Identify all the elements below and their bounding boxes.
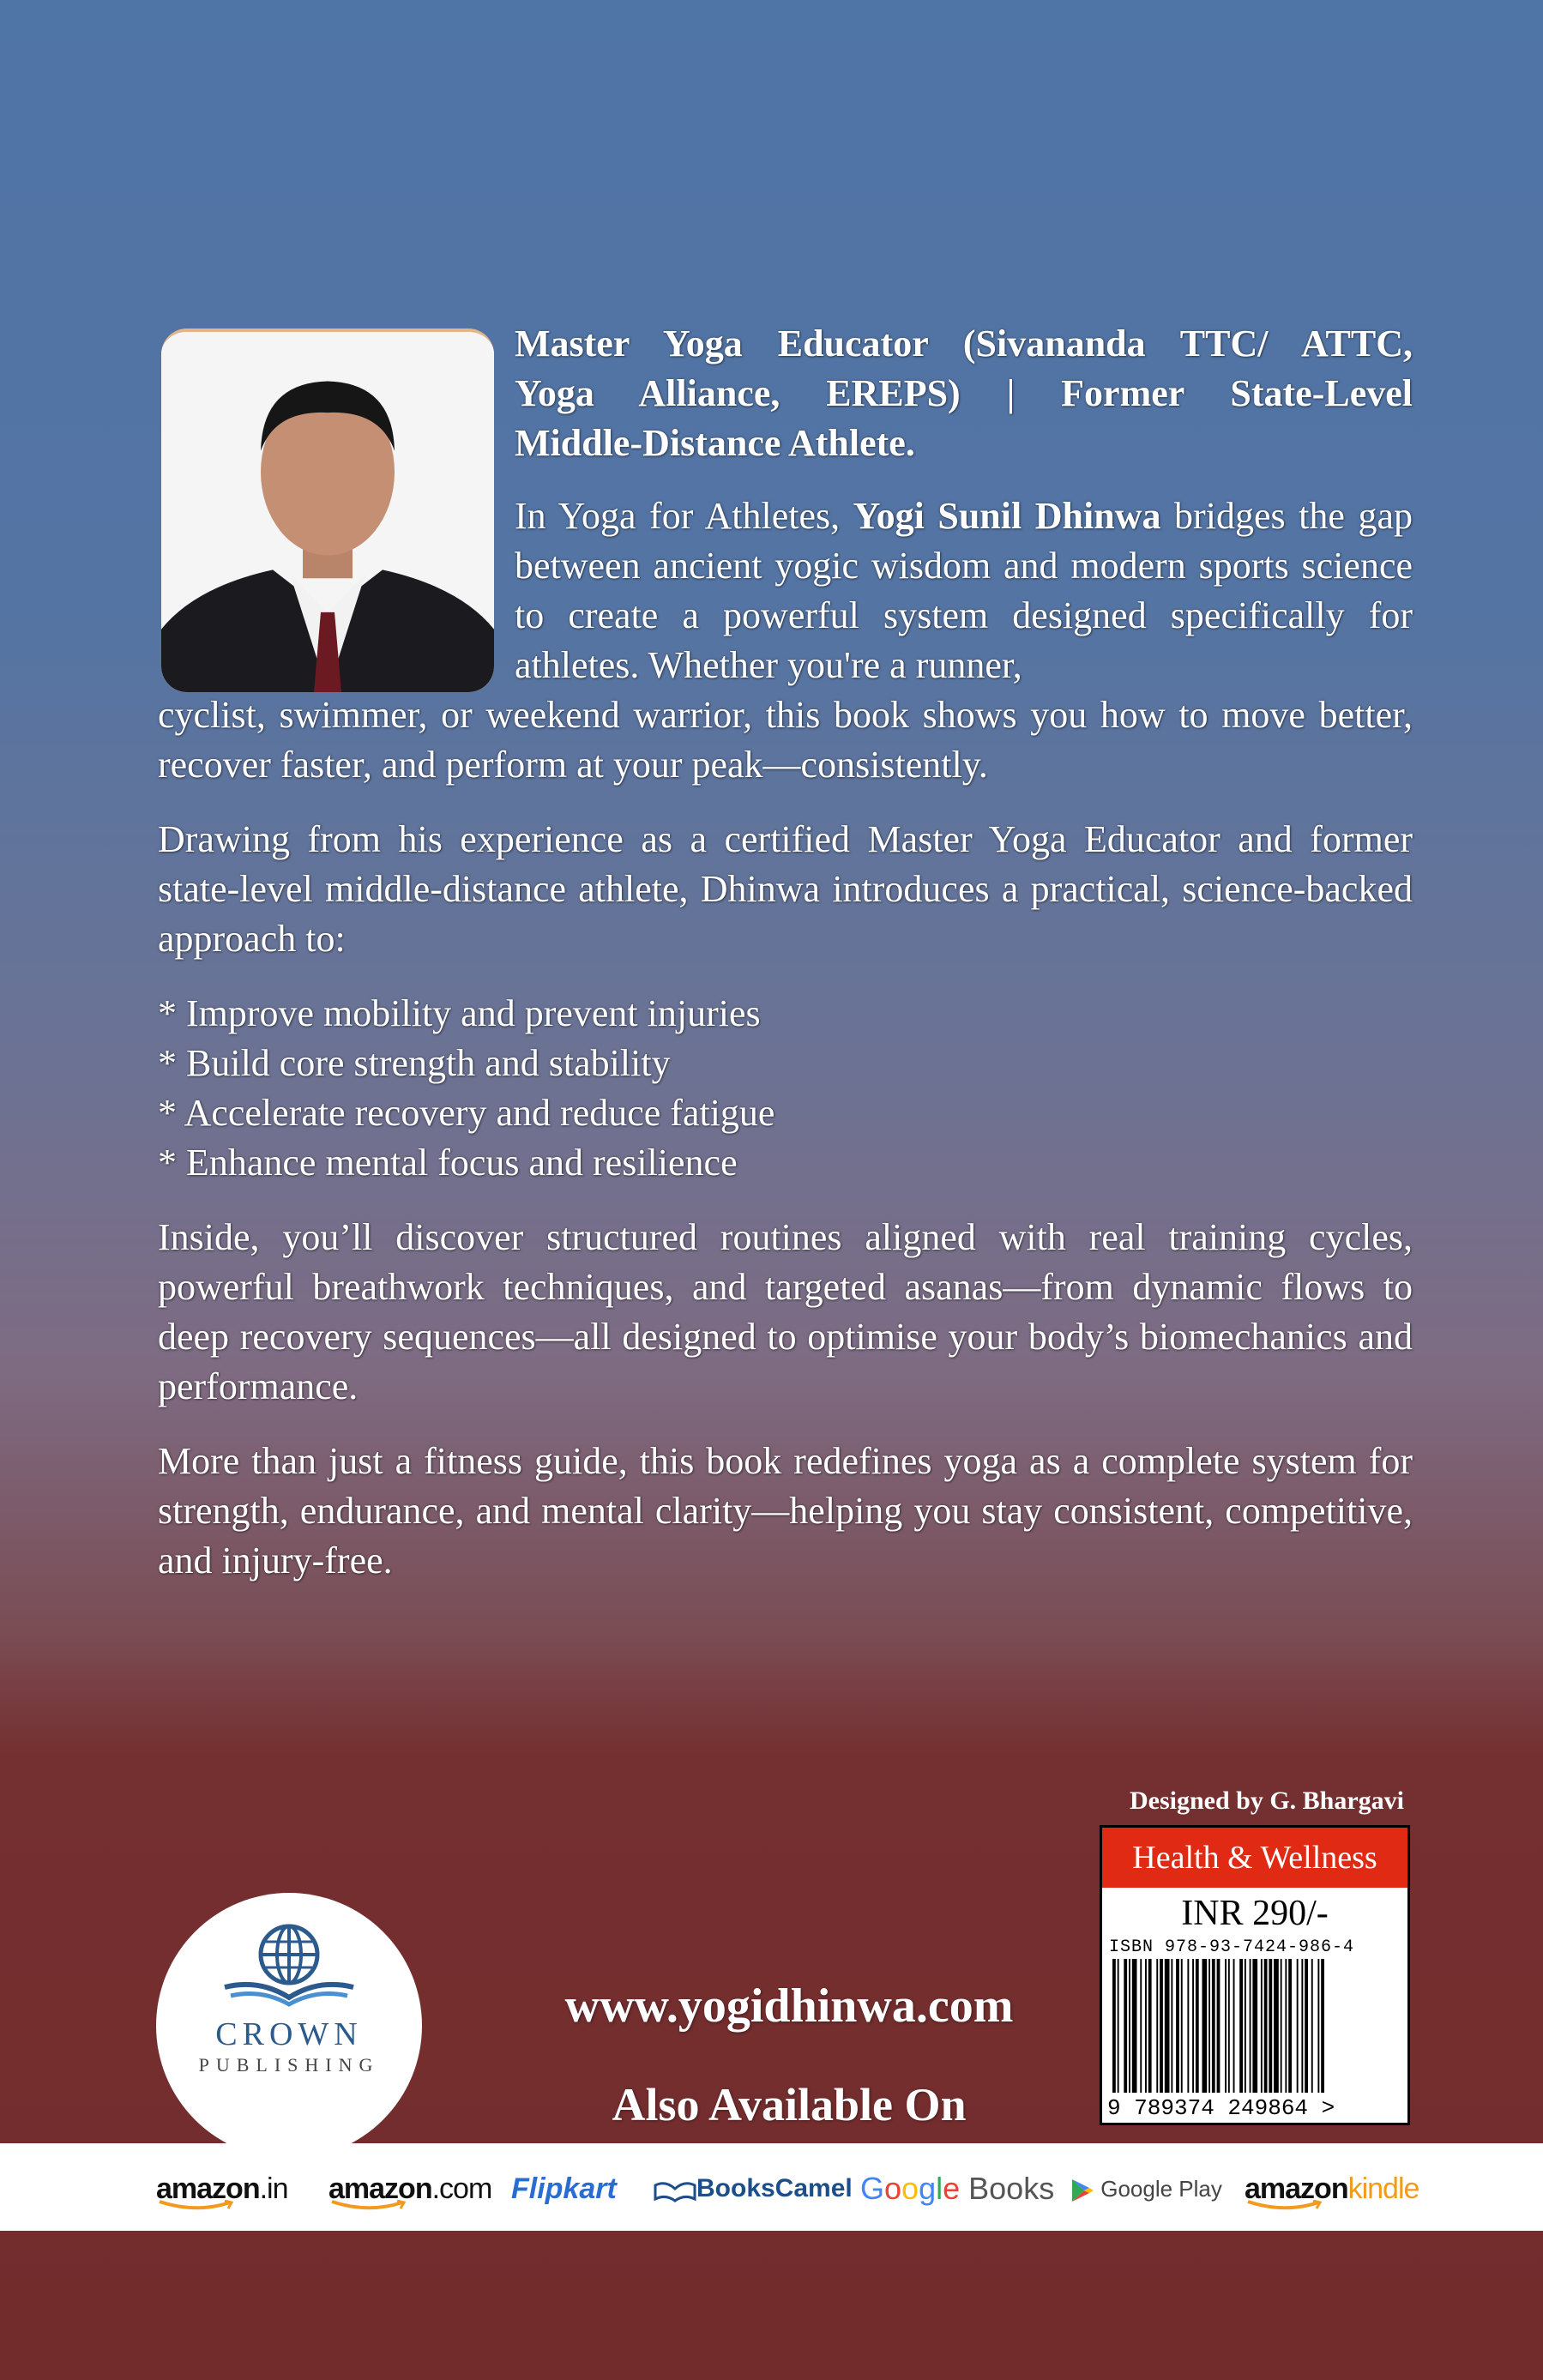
barcode-bar: [1261, 1959, 1263, 2093]
amazon-in-main: amazon: [156, 2172, 260, 2205]
play-store-icon: [1070, 2178, 1094, 2203]
barcode-bar: [1129, 1959, 1130, 2093]
experience-paragraph: Drawing from his experience as a certified Master Yoga Educator and former state-level middle-distance athlete, Dhinwa introduces a practical, science-backed approach to:: [158, 818, 1413, 960]
publisher-logo: [156, 1893, 422, 2159]
barcode-bar: [1196, 1959, 1199, 2093]
google-letter: l: [936, 2171, 943, 2206]
intro-prefix: In Yoga for Athletes,: [515, 495, 853, 537]
barcode-bar: [1269, 1959, 1272, 2093]
barcode-bar: [1208, 1959, 1210, 2093]
price-label: INR 290/-: [1181, 1894, 1329, 1933]
barcode-bar: [1274, 1959, 1279, 2093]
amazon-kindle-main: amazon: [1245, 2172, 1348, 2205]
barcode-bar: [1176, 1959, 1179, 2093]
barcode-bar: [1245, 1959, 1246, 2093]
google-books-suffix: Books: [960, 2171, 1055, 2206]
barcode-bar: [1281, 1959, 1282, 2093]
barcode-bar: [1264, 1959, 1268, 2093]
barcode-bar: [1250, 1959, 1251, 2093]
list-item: * Enhance mental focus and resilience: [158, 1142, 738, 1184]
amazon-smile-icon: [330, 2200, 407, 2212]
list-item: * Improve mobility and prevent injuries: [158, 992, 761, 1034]
google-letter: o: [901, 2171, 919, 2206]
barcode-bar: [1192, 1959, 1194, 2093]
barcode-bar: [1165, 1959, 1170, 2093]
amazon-in-suffix: .in: [259, 2172, 288, 2205]
intro-text-a: bridges the gap between ancient yogic wisdom and modern sports science to create a powerful system designed specifically for athletes. Whether you're a runner,: [515, 495, 1413, 686]
author-credentials: [515, 319, 1413, 468]
amazon-smile-icon: [1246, 2200, 1323, 2212]
barcode-bar: [1233, 1959, 1235, 2093]
barcode-digits: 9 789374 249864 >: [1107, 2095, 1335, 2121]
barcode-bar: [1187, 1959, 1189, 2093]
isbn-text: ISBN 978-93-7424-986-4: [1109, 1937, 1355, 1957]
store-google-play[interactable]: [1070, 2167, 1222, 2210]
intro-paragraph-top: [515, 491, 1413, 690]
barcode-bar: [1140, 1959, 1142, 2093]
barcode-panel: [1100, 1825, 1410, 2125]
author-photo: [161, 328, 494, 692]
store-bookscamel[interactable]: [654, 2167, 853, 2210]
barcode: [1109, 1959, 1401, 2093]
amazon-com-main: amazon: [328, 2172, 432, 2205]
credentials-line-3: Middle-Distance Athlete.: [515, 422, 915, 464]
credentials-line-1: Master Yoga Educator (Sivananda TTC/ ATTC,: [515, 322, 1413, 365]
amazon-com-suffix: .com: [431, 2172, 492, 2205]
barcode-bar: [1132, 1959, 1137, 2093]
barcode-bar: [1145, 1959, 1147, 2093]
barcode-bar: [1112, 1959, 1116, 2093]
barcode-bar: [1311, 1959, 1313, 2093]
barcode-bar: [1156, 1959, 1158, 2093]
store-flipkart[interactable]: Flipkart: [511, 2172, 617, 2205]
barcode-bar: [1305, 1959, 1308, 2093]
barcode-bar: [1124, 1959, 1127, 2093]
author-name: Yogi Sunil Dhinwa: [853, 495, 1161, 537]
open-book-icon: [220, 1979, 358, 2008]
barcode-bar: [1321, 1959, 1324, 2093]
barcode-bar: [1225, 1959, 1227, 2093]
barcode-bar: [1118, 1959, 1119, 2093]
barcode-bar: [1301, 1959, 1303, 2093]
inside-paragraph: Inside, you’ll discover structured routines aligned with real training cycles, powerful breathwork techniques, and targeted asanas—from dynamic flows to deep recovery sequences—all designed to optimise your body’s biomechanics and performance.: [158, 1216, 1413, 1407]
barcode-bar: [1217, 1959, 1221, 2093]
open-book-icon: [654, 2177, 696, 2202]
intro-paragraph-bottom: cyclist, swimmer, or weekend warrior, this book shows you how to move better, recover faster, and perform at your peak—consistently.: [158, 694, 1413, 786]
store-amazon-com[interactable]: [328, 2167, 491, 2210]
retailer-strip: [0, 2143, 1543, 2231]
designer-credit: Designed by G. Bhargavi: [1129, 1787, 1405, 1815]
barcode-bar: [1285, 1959, 1287, 2093]
publisher-sub: PUBLISHING: [198, 2054, 380, 2076]
barcode-bar: [1171, 1959, 1172, 2093]
genre-label: Health & Wellness: [1102, 1828, 1407, 1888]
barcode-bar: [1148, 1959, 1152, 2093]
barcode-bar: [1228, 1959, 1230, 2093]
barcode-bar: [1317, 1959, 1319, 2093]
store-amazon-in[interactable]: [156, 2167, 288, 2210]
bookscamel-label: BooksCamel: [696, 2174, 853, 2202]
amazon-kindle-suffix: kindle: [1347, 2172, 1419, 2205]
barcode-bar: [1202, 1959, 1208, 2093]
barcode-bar: [1252, 1959, 1257, 2093]
store-amazon-kindle[interactable]: [1245, 2167, 1419, 2210]
summary-paragraph: More than just a fitness guide, this book redefines yoga as a complete system for strength, endurance, and mental clarity—helping you stay consistent, competitive, and injury-free.: [158, 1440, 1413, 1582]
google-letter: G: [860, 2171, 885, 2206]
barcode-bar: [1212, 1959, 1215, 2093]
amazon-smile-icon: [158, 2200, 235, 2212]
publisher-name: CROWN: [215, 2016, 363, 2052]
list-item: * Accelerate recovery and reduce fatigue: [158, 1092, 775, 1134]
list-item: * Build core strength and stability: [158, 1042, 671, 1084]
google-play-label: Google Play: [1100, 2176, 1222, 2202]
barcode-bar: [1181, 1959, 1183, 2093]
google-letter: o: [884, 2171, 902, 2206]
website-link[interactable]: www.yogidhinwa.com: [564, 1979, 1014, 2033]
barcode-bar: [1160, 1959, 1163, 2093]
barcode-bar: [1288, 1959, 1292, 2093]
also-available-heading: Also Available On: [612, 2079, 967, 2130]
store-google-books[interactable]: [860, 2167, 1054, 2210]
barcode-bar: [1297, 1959, 1299, 2093]
globe-icon: [257, 1923, 321, 1986]
google-letter: e: [943, 2171, 961, 2206]
benefit-list: [158, 989, 1187, 1188]
credentials-line-2: Yoga Alliance, EREPS) | Former State-Level: [515, 372, 1413, 414]
google-letter: g: [919, 2171, 937, 2206]
barcode-bar: [1239, 1959, 1243, 2093]
